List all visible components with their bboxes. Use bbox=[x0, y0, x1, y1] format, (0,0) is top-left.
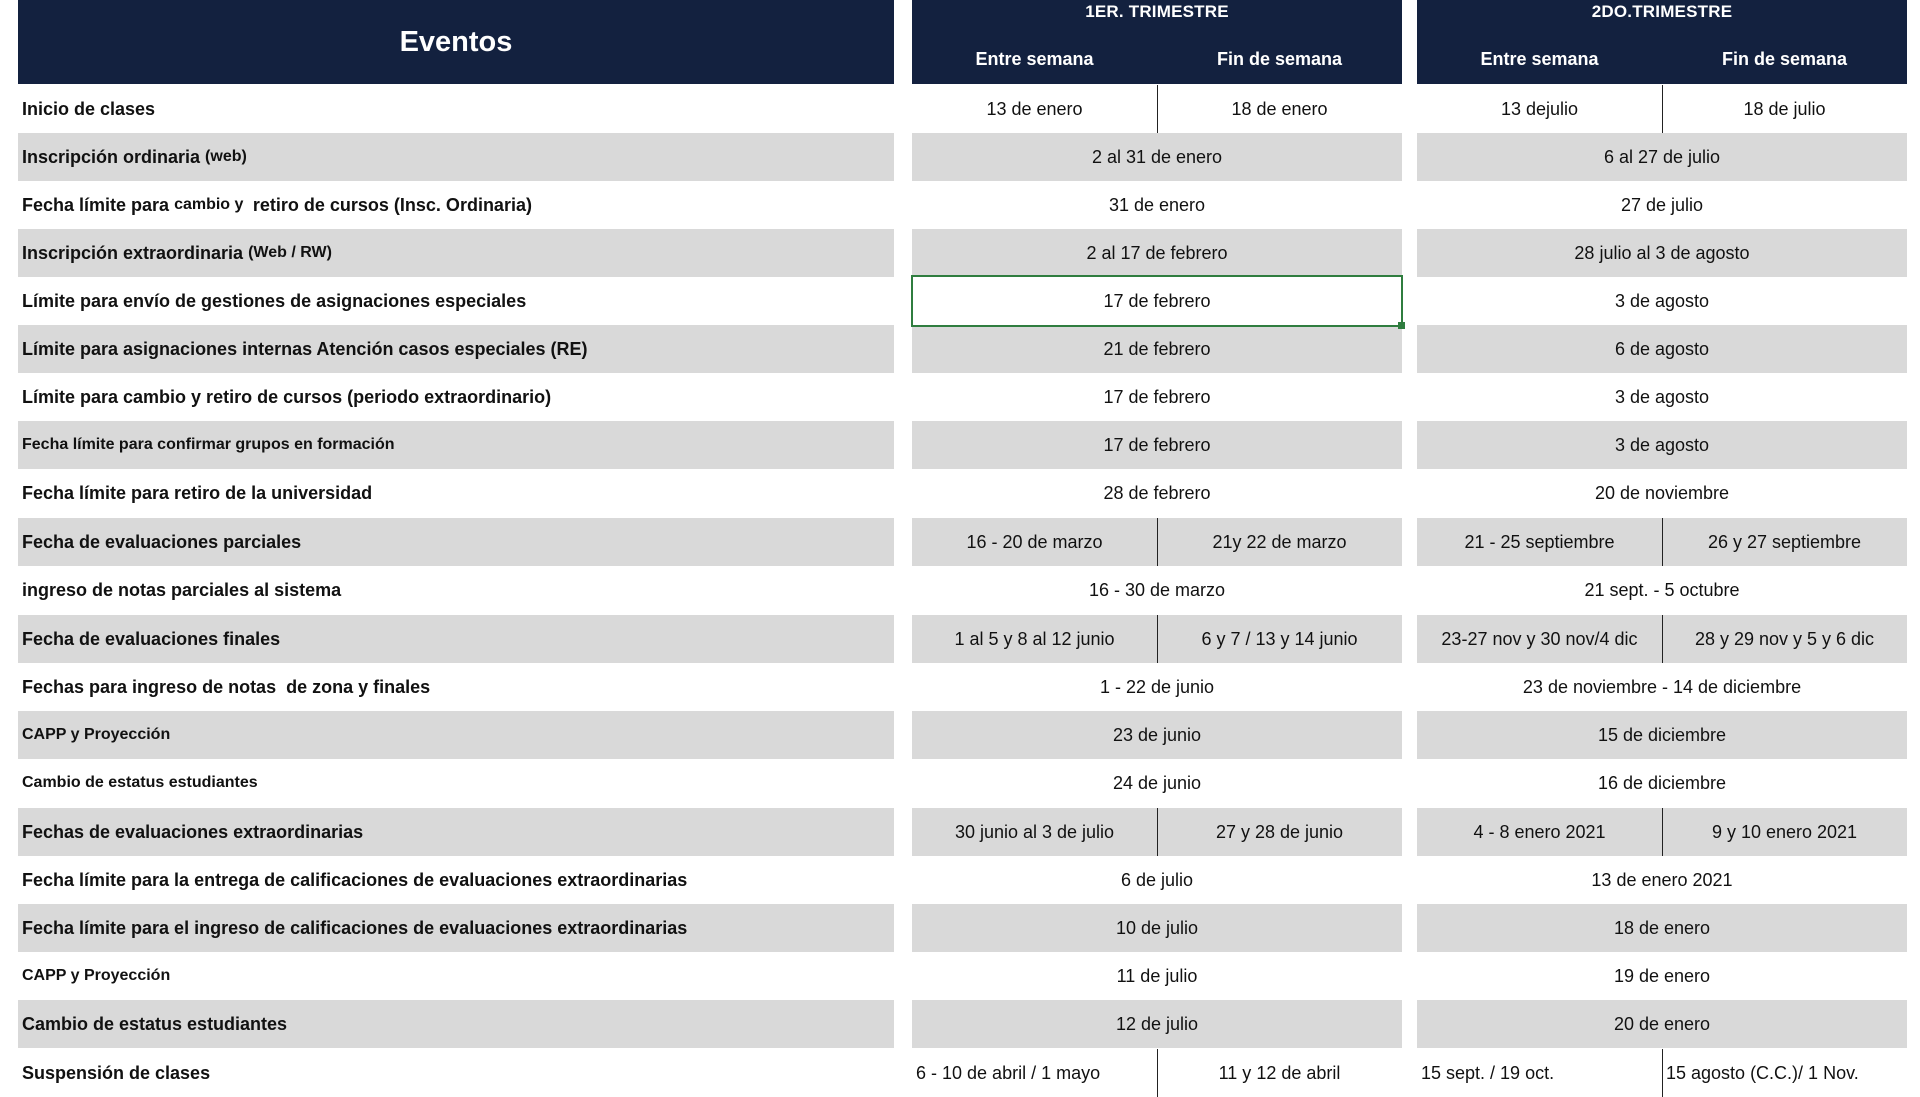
cell-divider bbox=[1157, 85, 1158, 133]
event-cell[interactable]: ingreso de notas parciales al sistema bbox=[22, 579, 342, 600]
term1-cell[interactable]: 21 de febrero bbox=[912, 325, 1402, 373]
event-cell[interactable]: Fecha límite para retiro de la universidad bbox=[22, 482, 373, 503]
table-row bbox=[0, 85, 1920, 133]
term2-cell[interactable]: 19 de enero bbox=[1613, 965, 1711, 986]
term1-weekday-cell[interactable]: 1 al 5 y 8 al 12 junio bbox=[912, 615, 1157, 663]
term2-weekend-cell[interactable]: 15 agosto (C.C.)/ 1 Nov. bbox=[1666, 1062, 1859, 1083]
term2-weekday-cell[interactable]: 13 dejulio bbox=[1500, 98, 1579, 119]
cell-divider bbox=[1157, 808, 1158, 856]
term2-cell[interactable]: 23 de noviembre - 14 de diciembre bbox=[1522, 676, 1802, 697]
term2-weekend-cell[interactable]: 26 y 27 septiembre bbox=[1662, 518, 1907, 566]
event-label-small: cambio y bbox=[174, 196, 248, 213]
term2-cell[interactable]: 28 julio al 3 de agosto bbox=[1417, 229, 1907, 277]
event-cell[interactable]: Cambio de estatus estudiantes bbox=[22, 774, 258, 791]
table-row bbox=[0, 373, 1920, 421]
term2-cell[interactable]: 6 al 27 de julio bbox=[1417, 133, 1907, 181]
term1-cell[interactable]: 2 al 31 de enero bbox=[912, 133, 1402, 181]
table-row bbox=[0, 1000, 1920, 1048]
event-cell[interactable]: CAPP y Proyección bbox=[22, 967, 171, 984]
table-row bbox=[0, 518, 1920, 566]
term1-weekday-cell[interactable]: 16 - 20 de marzo bbox=[912, 518, 1157, 566]
term1-cell[interactable]: 16 - 30 de marzo bbox=[1088, 579, 1226, 600]
term1-weekday-cell[interactable]: 6 - 10 de abril / 1 mayo bbox=[916, 1062, 1101, 1083]
event-cell[interactable] bbox=[18, 229, 894, 277]
term1-cell[interactable]: 24 de junio bbox=[1112, 772, 1202, 793]
event-cell[interactable]: Fecha límite para confirmar grupos en formación bbox=[18, 421, 894, 469]
term1-title: 1ER. TRIMESTRE bbox=[1085, 2, 1229, 21]
table-row bbox=[0, 325, 1920, 373]
event-cell[interactable]: CAPP y Proyección bbox=[18, 711, 894, 759]
cell-divider bbox=[1662, 808, 1663, 856]
event-cell[interactable]: Suspensión de clases bbox=[22, 1062, 211, 1083]
term2-cell[interactable]: 13 de enero 2021 bbox=[1591, 869, 1733, 890]
table-row bbox=[0, 566, 1920, 614]
table-row bbox=[0, 808, 1920, 856]
term1-cell[interactable]: 11 de julio bbox=[1116, 965, 1198, 986]
term1-cell[interactable]: 12 de julio bbox=[912, 1000, 1402, 1048]
term2-weekday-header: Entre semana bbox=[1480, 48, 1599, 69]
term1-cell[interactable]: 10 de julio bbox=[912, 904, 1402, 952]
event-cell[interactable]: Límite para envío de gestiones de asignaciones especiales bbox=[22, 290, 527, 311]
table-row bbox=[0, 469, 1920, 517]
term2-weekend-cell[interactable]: 9 y 10 enero 2021 bbox=[1662, 808, 1907, 856]
term1-cell[interactable]: 31 de enero bbox=[1108, 194, 1206, 215]
selected-cell-outline bbox=[911, 275, 1403, 327]
table-row bbox=[0, 421, 1920, 469]
term2-weekday-cell[interactable]: 21 - 25 septiembre bbox=[1417, 518, 1662, 566]
event-cell[interactable]: Límite para cambio y retiro de cursos (periodo extraordinario) bbox=[22, 386, 552, 407]
cell-divider bbox=[1157, 615, 1158, 663]
term2-cell[interactable]: 20 de enero bbox=[1417, 1000, 1907, 1048]
table-row bbox=[0, 615, 1920, 663]
events-header bbox=[18, 0, 894, 84]
table-row bbox=[0, 663, 1920, 711]
term2-weekend-cell[interactable]: 28 y 29 nov y 5 y 6 dic bbox=[1662, 615, 1907, 663]
term1-cell[interactable]: 6 de julio bbox=[1120, 869, 1194, 890]
event-cell[interactable] bbox=[18, 181, 894, 229]
term1-cell[interactable]: 17 de febrero bbox=[912, 421, 1402, 469]
event-cell[interactable]: Límite para asignaciones internas Atención casos especiales (RE) bbox=[18, 325, 894, 373]
term1-cell[interactable]: 28 de febrero bbox=[1103, 482, 1211, 503]
table-row bbox=[0, 759, 1920, 807]
event-cell[interactable] bbox=[18, 133, 894, 181]
term1-weekday-cell[interactable]: 30 junio al 3 de julio bbox=[912, 808, 1157, 856]
term2-cell[interactable]: 6 de agosto bbox=[1417, 325, 1907, 373]
table-row bbox=[0, 904, 1920, 952]
term1-weekday-header: Entre semana bbox=[975, 48, 1094, 69]
term2-weekend-cell[interactable]: 18 de julio bbox=[1743, 98, 1826, 119]
table-row bbox=[0, 1049, 1920, 1097]
term1-cell[interactable]: 2 al 17 de febrero bbox=[912, 229, 1402, 277]
cell-divider bbox=[1157, 518, 1158, 566]
term2-weekend-header: Fin de semana bbox=[1721, 48, 1848, 69]
table-row bbox=[0, 711, 1920, 759]
term1-weekend-cell[interactable]: 21y 22 de marzo bbox=[1157, 518, 1402, 566]
cell-divider bbox=[1157, 1049, 1158, 1097]
term2-weekday-cell[interactable]: 15 sept. / 19 oct. bbox=[1421, 1062, 1555, 1083]
event-cell[interactable]: Fechas para ingreso de notas de zona y finales bbox=[22, 676, 431, 697]
term2-cell[interactable]: 27 de julio bbox=[1620, 194, 1704, 215]
term2-title: 2DO.TRIMESTRE bbox=[1591, 2, 1733, 21]
term2-cell[interactable]: 3 de agosto bbox=[1614, 290, 1710, 311]
table-row bbox=[0, 133, 1920, 181]
event-label: Inscripción extraordinaria bbox=[22, 242, 249, 263]
event-cell[interactable]: Fecha de evaluaciones finales bbox=[18, 615, 894, 663]
event-cell[interactable]: Inicio de clases bbox=[22, 98, 156, 119]
table-row bbox=[0, 952, 1920, 1000]
term2-cell[interactable]: 20 de noviembre bbox=[1594, 482, 1730, 503]
term1-weekend-cell[interactable]: 11 y 12 de abril bbox=[1218, 1062, 1341, 1083]
term2-cell[interactable]: 3 de agosto bbox=[1614, 386, 1710, 407]
term2-cell[interactable]: 15 de diciembre bbox=[1417, 711, 1907, 759]
cell-divider bbox=[1662, 615, 1663, 663]
event-cell[interactable]: Fecha de evaluaciones parciales bbox=[18, 518, 894, 566]
cell-divider bbox=[1662, 518, 1663, 566]
term1-header bbox=[912, 0, 1402, 84]
event-label-small: (web) bbox=[205, 148, 247, 165]
term2-weekday-cell[interactable]: 23-27 nov y 30 nov/4 dic bbox=[1417, 615, 1662, 663]
event-label: retiro de cursos (Insc. Ordinaria) bbox=[247, 194, 532, 215]
event-cell[interactable]: Fechas de evaluaciones extraordinarias bbox=[18, 808, 894, 856]
term1-cell[interactable]: 17 de febrero bbox=[1103, 290, 1211, 311]
event-cell[interactable]: Fecha límite para la entrega de calificaciones de evaluaciones extraordinarias bbox=[22, 869, 688, 890]
term2-cell[interactable]: 16 de diciembre bbox=[1597, 772, 1727, 793]
term1-weekend-cell[interactable]: 27 y 28 de junio bbox=[1157, 808, 1402, 856]
term1-weekend-cell[interactable]: 6 y 7 / 13 y 14 junio bbox=[1157, 615, 1402, 663]
event-cell[interactable]: Fecha límite para el ingreso de calificaciones de evaluaciones extraordinarias bbox=[18, 904, 894, 952]
events-header-label: Eventos bbox=[399, 25, 513, 58]
term2-cell[interactable]: 21 sept. - 5 octubre bbox=[1584, 579, 1740, 600]
event-label-small: (Web / RW) bbox=[248, 244, 332, 261]
term1-weekend-header: Fin de semana bbox=[1216, 48, 1343, 69]
term1-cell[interactable]: 23 de junio bbox=[912, 711, 1402, 759]
table-row bbox=[0, 229, 1920, 277]
term1-cell[interactable]: 1 - 22 de junio bbox=[1099, 676, 1215, 697]
event-label: Fecha límite para bbox=[22, 194, 175, 215]
term2-header bbox=[1417, 0, 1907, 84]
term1-weekend-cell[interactable]: 18 de enero bbox=[1231, 98, 1328, 119]
cell-divider bbox=[1662, 85, 1663, 133]
cell-divider bbox=[1662, 1049, 1663, 1097]
term2-cell[interactable]: 3 de agosto bbox=[1417, 421, 1907, 469]
term2-weekday-cell[interactable]: 4 - 8 enero 2021 bbox=[1417, 808, 1662, 856]
term2-cell[interactable]: 18 de enero bbox=[1417, 904, 1907, 952]
fill-handle[interactable] bbox=[1398, 322, 1405, 329]
term1-weekday-cell[interactable]: 13 de enero bbox=[986, 98, 1083, 119]
table-row bbox=[0, 181, 1920, 229]
term1-cell[interactable]: 17 de febrero bbox=[1103, 386, 1211, 407]
table-row bbox=[0, 856, 1920, 904]
event-cell[interactable]: Cambio de estatus estudiantes bbox=[18, 1000, 894, 1048]
event-label: Inscripción ordinaria bbox=[22, 146, 206, 167]
